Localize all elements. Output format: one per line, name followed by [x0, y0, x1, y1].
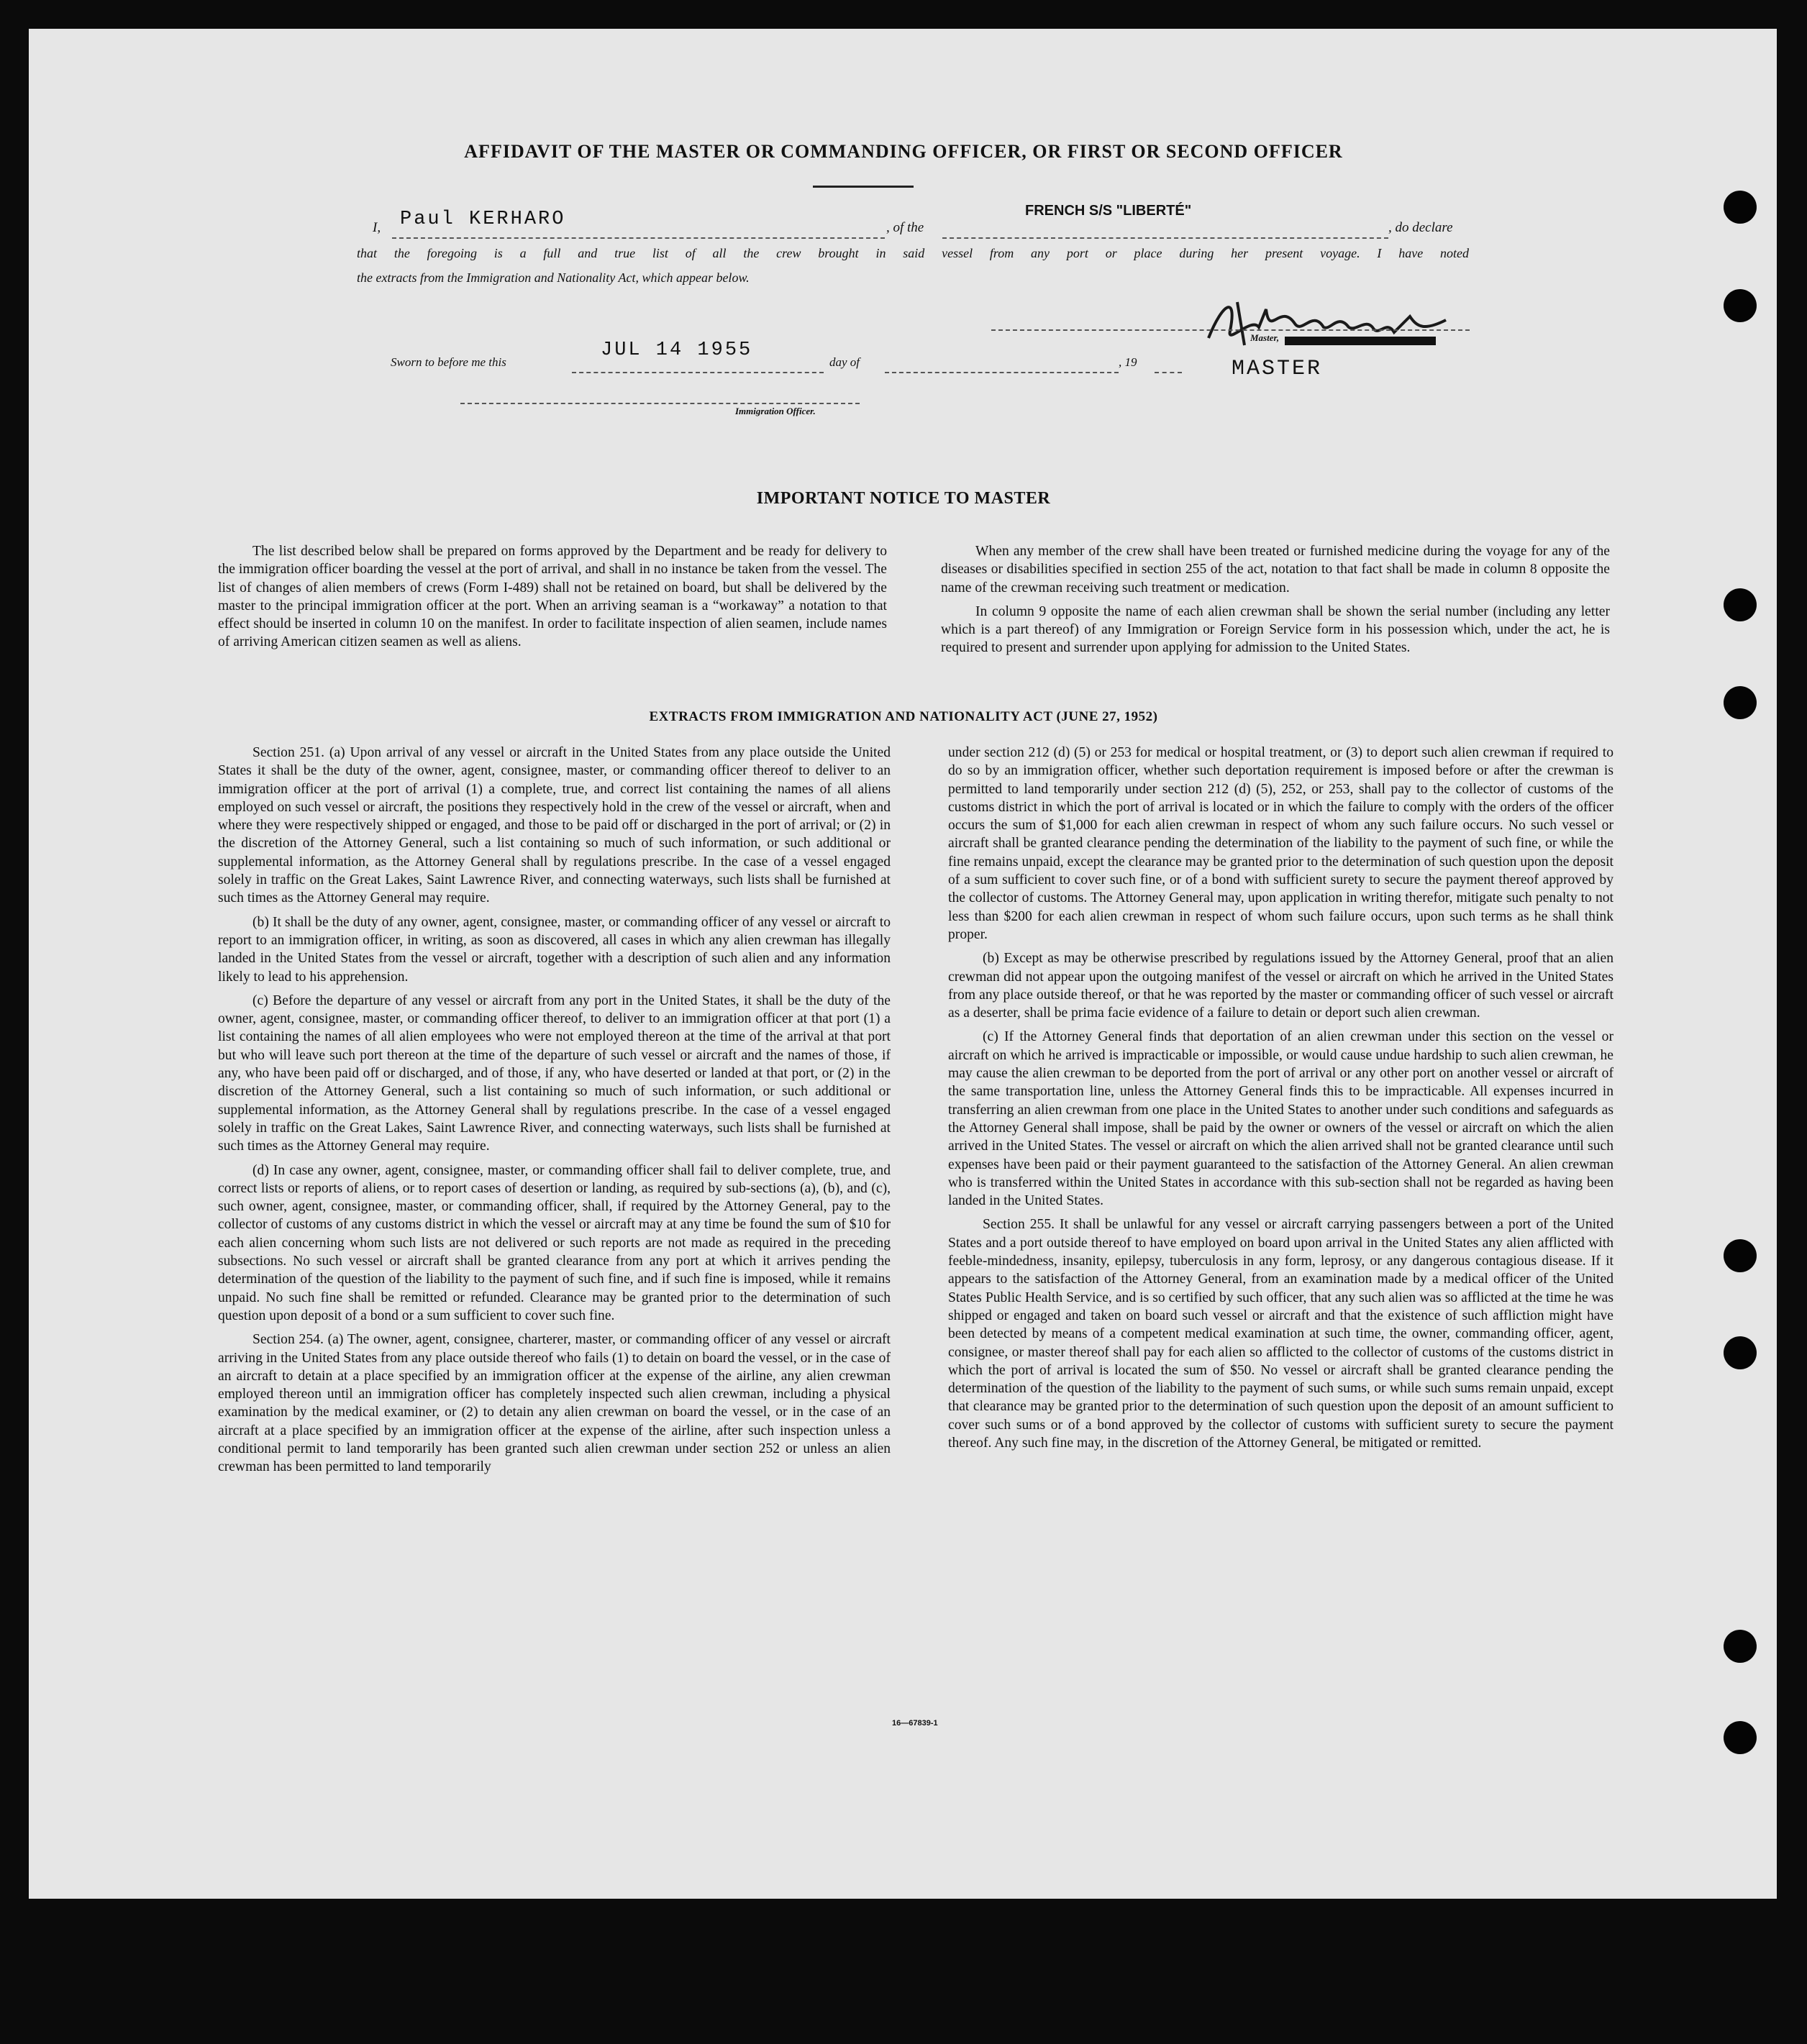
name-line [392, 237, 885, 239]
day-of-label: day of [829, 355, 860, 369]
punch-hole [1724, 289, 1757, 322]
year-label: , 19 [1119, 355, 1137, 369]
section-251-b: (b) It shall be the duty of any owner, agent, consignee, master, or commanding officer of any vessel or aircraft to report to an immigration officer, in writing, as soon as discovered, all cases in which any alien crewman has illegally landed in the United States from the vessel or aircraft, together with a description of such alien and any information likely to lead to his apprehension. [218, 914, 891, 985]
sworn-date-line [572, 372, 824, 373]
section-254-c: (c) If the Attorney General finds that deportation of an alien crewman under this section on the vessel or aircraft on which he arrived is impracticable or impossible, or would cause undue hardship to such alien crewman, he may cause the alien crewman to be deported from the port of arrival or any other port on another vessel or aircraft of the same transportation line, unless the Attorney General finds this to be impracticable. All expenses incurred in transferring an alien crewman from one place in the United States to another under such conditions and safeguards as the Attorney General shall impose, shall be paid by the owner or owners of the vessel or aircraft on which the alien arrived in the United States. The vessel or aircraft on which the alien arrived shall not be granted clearance until such expenses have been paid or their payment guaranteed to the satisfaction of the Attorney General. An alien crewman who is transferred within the United States in accordance with this sub-section shall not be regarded as having been landed in the United States. [948, 1029, 1613, 1209]
signature-caption: Master, [1250, 332, 1280, 343]
notice-right-paragraph-1: When any member of the crew shall have been treated or furnished medicine during the voyage for any of the diseases or disabilities specified in section 255 of the act, notation to that fact shall be made in column 8 opposite the name of the crewman receiving such treatment or medication. [941, 544, 1610, 596]
punch-hole [1724, 1630, 1757, 1663]
punch-hole [1724, 1336, 1757, 1369]
sworn-label: Sworn to before me this [391, 355, 506, 369]
punch-hole [1724, 1721, 1757, 1754]
officer-line [460, 403, 860, 404]
section-251-d: (d) In case any owner, agent, consignee, master, or commanding officer shall fail to deliver complete, true, and correct lists or reports of aliens, or to report cases of desertion or landing, as required by sub-sections (a), (b), and (c), such owner, agent, consignee, master, or commanding officer, shall, if required by the Attorney General, pay to the collector of customs of any customs district in which the vessel or aircraft may at any time be found the sum of $10 for each alien concerning whom such lists are not delivered or such reports are not made as required in the preceding subsections. No such vessel or aircraft shall be granted clearance from any port at which it arrives pending the determination of the question of the liability to the payment of such fine, and if such fine is imposed, while it remains unpaid. No such fine shall be remitted or refunded. Clearance may be granted prior to the determination of such question upon deposit of a bond or a sum sufficient to cover such fine. [218, 1162, 891, 1323]
extracts-right-column [948, 744, 1613, 1452]
notice-title: IMPORTANT NOTICE TO MASTER [756, 489, 1051, 508]
officer-caption: Immigration Officer. [735, 406, 816, 416]
notice-left-paragraph: The list described below shall be prepared on forms approved by the Department and be ready for delivery to the immigration officer boarding the vessel at the port of arrival, and shall in no instance be taken from the vessel. The list of changes of alien members of crews (Form I-489) shall not be retained on board, but shall be delivered by the master to the principal immigration officer at the port. When an arriving seaman is a “workaway” a notation to that effect should be inserted in column 10 on the manifest. In order to facilitate inspection of alien seamen, include names of arriving American citizen seamen as well as aliens. [218, 544, 887, 650]
punch-hole [1724, 588, 1757, 621]
i-label: I, [373, 220, 381, 235]
notice-right-paragraph-2: In column 9 opposite the name of each alien crewman shall be shown the serial number (including any letter which is a part thereof) of any Immigration or Foreign Service form in his possession which, under the act, he is required to present and surrender upon applying for admission to the United States. [941, 603, 1610, 656]
punch-hole [1724, 191, 1757, 224]
affidavit-title: AFFIDAVIT OF THE MASTER OR COMMANDING OFFICER, OR FIRST OR SECOND OFFICER [464, 141, 1343, 162]
signature-line [991, 329, 1470, 331]
section-254-b: (b) Except as may be otherwise prescribed by regulations issued by the Attorney General, proof that an alien crewman did not appear upon the outgoing manifest of the vessel or aircraft on which he arrived in the United States from any place outside thereof, or that he was reported by the master or commanding officer of such vessel or aircraft as a deserter, shall be prima facie evidence of a failure to detain or deport such alien crewman. [948, 951, 1613, 1021]
month-line [885, 372, 1119, 373]
redaction-bar [1285, 337, 1436, 345]
sworn-date: JUL 14 1955 [601, 339, 753, 361]
declarant-name: Paul KERHARO [400, 209, 566, 230]
declaration-line-2: the extracts from the Immigration and Nationality Act, which appear below. [357, 270, 750, 285]
year-line [1155, 372, 1182, 373]
of-the-label: , of the [886, 220, 924, 235]
section-254-a-continued: under section 212 (d) (5) or 253 for medical or hospital treatment, or (3) to deport such alien crewman if required to do so by an immigration officer, whether such deportation requirement is imposed before or after the crewman is permitted to land temporarily under section 212 (d) (5), 252, or 253, shall pay to the collector of customs of the customs district in which the port of arrival is located or in which the failure to comply with the orders of the officer occurs the sum of $1,000 for each alien crewman in respect of whom any such failure occurs. No such vessel or aircraft shall be granted clearance pending the determination of the liability to the payment of such fine, or while the fine remains unpaid, except the clearance may be granted prior to the determination of such question upon the deposit of a sum sufficient to cover such fine, or of a bond with sufficient surety to secure the payment thereof approved by the collector of customs. The Attorney General may, upon application in writing therefor, mitigate such penalty to not less than $200 for each alien crewman in respect of whom such failure occurs, upon such terms as he shall think proper. [948, 745, 1613, 942]
signature-role: MASTER [1232, 357, 1323, 381]
notice-left-column [218, 542, 887, 652]
section-255: Section 255. It shall be unlawful for any vessel or aircraft carrying passengers between a port of the United States and a port outside thereof to have employed on board upon arrival in the United States any alien afflicted with feeble-mindedness, insanity, epilepsy, tuberculosis in any form, leprosy, or any dangerous contagious disease. If it appears to the satisfaction of the Attorney General, from an examination made by a medical officer of the United States Public Health Service, and is so certified by such officer, that any such alien was so afflicted at the time he was shipped or engaged and taken on board such vessel or aircraft and that the existence of such affliction might have been detected by means of a competent medical examination at such time, the owner, commanding officer, agent, consignee, or master thereof shall pay for each alien so afflicted to the collector of customs of the customs district in which the port of arrival is located the sum of $50. No vessel or aircraft shall be granted clearance pending the determination of the question of the liability to the payment of such sums, or while such sums remain unpaid, except that clearance may be granted prior to the determination of such question upon the deposit of an amount sufficient to cover such sums or of a bond approved by the collector of customs with sufficient surety to secure the payment thereof. Any such fine may, in the discretion of the Attorney General, be mitigated or remitted. [948, 1217, 1613, 1451]
vessel-line [942, 237, 1388, 239]
declaration-line-1: that the foregoing is a full and true list of all the crew brought in said vessel from any port or place during her present voyage. I have noted [357, 246, 1469, 260]
do-declare-label: , do declare [1388, 220, 1453, 235]
vessel-name: FRENCH S/S "LIBERTÉ" [1025, 203, 1192, 219]
extracts-title: EXTRACTS FROM IMMIGRATION AND NATIONALITY ACT (JUNE 27, 1952) [649, 709, 1158, 724]
section-254-a: Section 254. (a) The owner, agent, consignee, charterer, master, or commanding officer of any vessel or aircraft arriving in the United States from any place outside thereof who fails (1) to detain on board the vessel, or in the case of an aircraft to detain at a place specified by an immigration officer at the expense of the airline, any alien crewman employed thereon until an immigration officer has completely inspected such alien crewman, including a physical examination by the medical examiner, or (2) to detain any alien crewman on board the vessel, or in the case of an aircraft at a place specified by an immigration officer at the expense of the airline, after such inspection unless a conditional permit to land temporarily has been granted such alien crewman under section 252 or unless an alien crewman has been permitted to land temporarily [218, 1332, 891, 1475]
section-251-a: Section 251. (a) Upon arrival of any vessel or aircraft in the United States from any place outside the United States it shall be the duty of the owner, agent, consignee, master, or commanding officer thereof to deliver to an immigration officer at the port of arrival (1) a complete, true, and correct list containing the names of all aliens employed on such vessel or aircraft, the positions they respectively hold in the crew of the vessel or aircraft, when and where they were respectively shipped or engaged, and those to be paid off or discharged in the port of arrival; or (2) in the discretion of the Attorney General, such a list containing so much of such information, or such additional or supplemental information, as the Attorney General shall by regulations prescribe. In the case of a vessel engaged solely in traffic on the Great Lakes, Saint Lawrence River, and connecting waterways, such lists shall be furnished at such times as the Attorney General may require. [218, 745, 891, 906]
section-251-c: (c) Before the departure of any vessel or aircraft from any port in the United States, it shall be the duty of the owner, agent, consignee, master, or commanding officer thereof, to deliver to an immigration officer at that port (1) a list containing the names of all alien employees who were not employed thereon at the time of the arrival at that port but who will leave such port thereon at the time of the departure of such vessel or aircraft and the names of those, if any, who have been paid off or discharged, and of those, if any, who have deserted or landed at that port, or (2) in the discretion of the Attorney General, such a list containing so much of such information, or such additional or supplemental information, as the Attorney General shall by regulations prescribe. In the case of a vessel engaged solely in traffic on the Great Lakes, Saint Lawrence River, and connecting waterways, such lists shall be furnished at such times as the Attorney General may require. [218, 993, 891, 1154]
title-rule [813, 186, 914, 188]
extracts-left-column [218, 744, 891, 1477]
form-code: 16—67839-1 [892, 1719, 938, 1728]
punch-hole [1724, 1239, 1757, 1272]
notice-right-column [941, 542, 1610, 657]
